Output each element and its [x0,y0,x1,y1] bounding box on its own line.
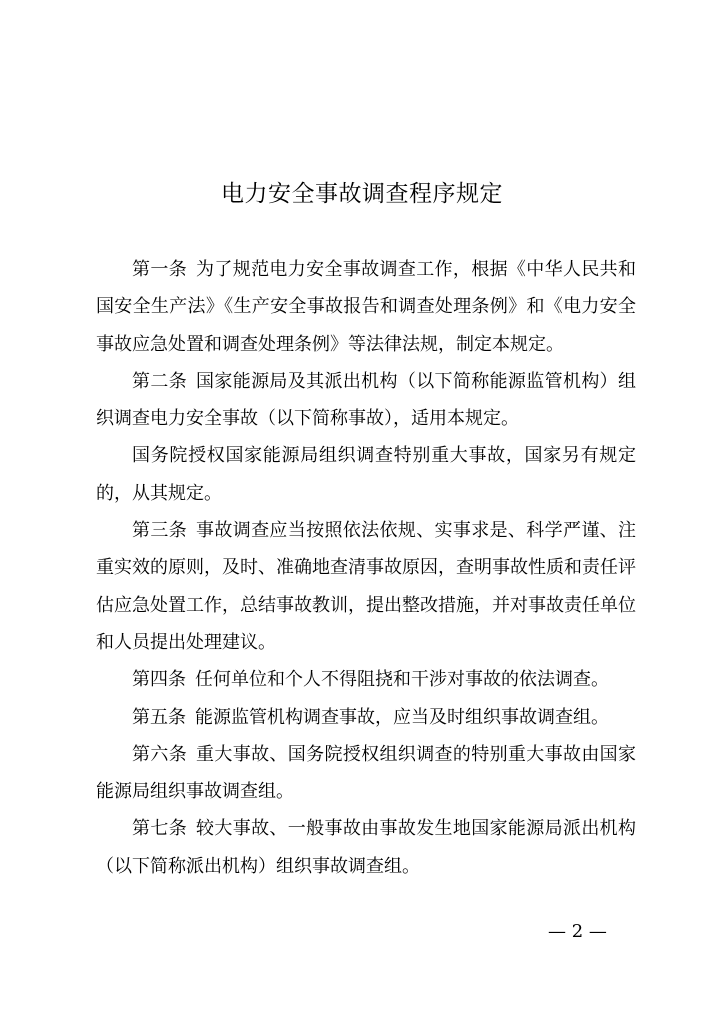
paragraph-article-5 [96,699,636,736]
article-text: 重大事故、国务院授权组织调查的特别重大事故由国家能源局组织事故调查组。 [96,743,637,803]
article-number: 第六条 [132,743,188,765]
article-number: 第三条 [132,520,188,542]
paragraph-article-3 [96,512,636,661]
article-number: 第一条 [132,259,188,280]
article-text: 为了规范电力安全事故调查工作，根据《中华人民共和国安全生产法》《生产安全事故报告和调查处理条例》和《电力安全事故应急处置和调查处理条例》等法律法规，制定本规定。 [96,259,637,355]
paragraph-article-4 [96,661,636,698]
article-text: 能源监管机构调查事故，应当及时组织事故调查组。 [195,706,609,728]
article-text: 任何单位和个人不得阻挠和干涉对事故的依法调查。 [195,669,609,691]
paragraph-article-2-continued [96,437,636,512]
article-number: 第五条 [132,706,186,728]
article-text: 国务院授权国家能源局组织调查特别重大事故，国家另有规定的，从其规定。 [96,445,636,504]
article-text: 较大事故、一般事故由事故发生地国家能源局派出机构（以下简称派出机构）组织事故调查组。 [96,818,637,877]
article-text: 国家能源局及其派出机构（以下简称能源监管机构）组织调查电力安全事故（以下简称事故），适用本规定。 [96,370,637,430]
article-number: 第七条 [132,818,188,840]
article-number: 第二条 [132,370,188,392]
article-number: 第四条 [132,669,186,691]
paragraph-article-1 [96,251,636,363]
paragraph-article-7 [96,810,636,885]
document-body [96,251,636,885]
page-number: — 2 — [548,921,607,942]
document-title: 电力安全事故调查程序规定 [221,181,503,207]
paragraph-article-2 [96,363,636,438]
article-text: 事故调查应当按照依法依规、实事求是、科学严谨、注重实效的原则，及时、准确地查清事故原因，查明事故性质和责任评估应急处置工作，总结事故教训，提出整改措施，并对事故责任单位和人员提出处理建议。 [96,520,637,653]
paragraph-article-6 [96,736,636,811]
